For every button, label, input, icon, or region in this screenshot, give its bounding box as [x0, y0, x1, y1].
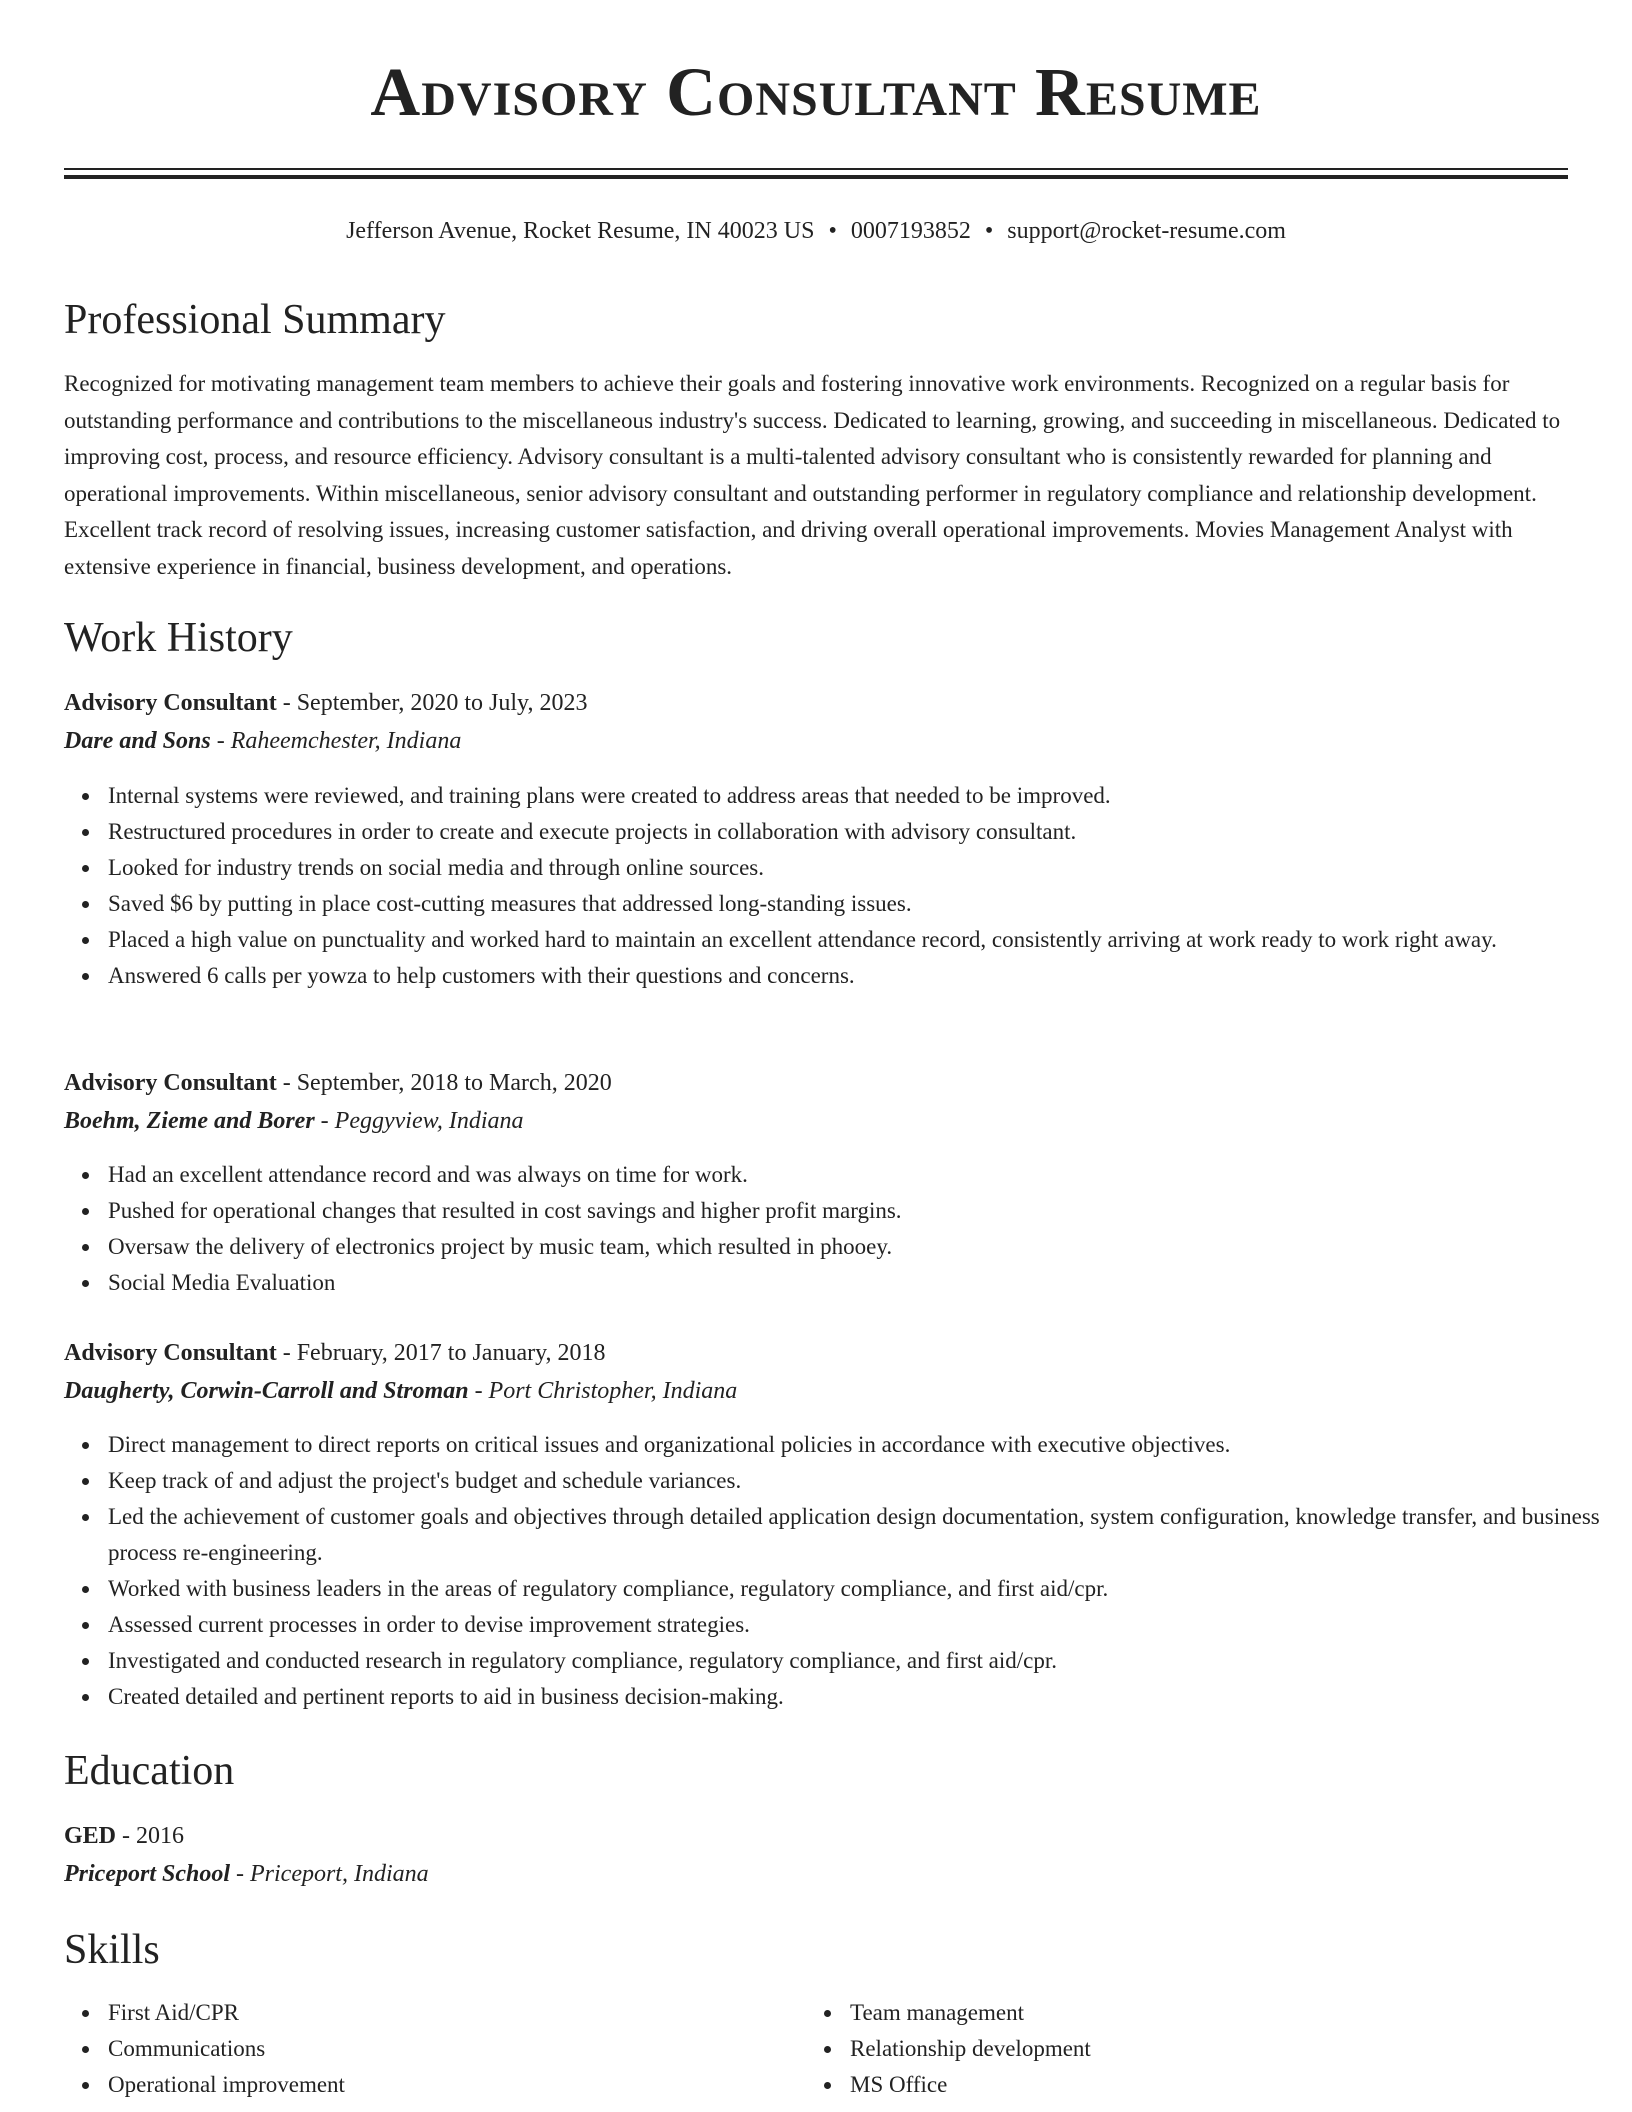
- contact-separator: •: [828, 218, 837, 244]
- list-item: Relationship development: [850, 2031, 1632, 2067]
- job-dates: - September, 2020 to July, 2023: [276, 690, 588, 716]
- contact-line: [64, 214, 1568, 248]
- job-title: Advisory Consultant: [64, 1340, 277, 1366]
- list-item: First Aid/CPR: [108, 1995, 1612, 2031]
- contact-address: Jefferson Avenue, Rocket Resume, IN 40023 US: [346, 218, 815, 244]
- contact-separator: •: [984, 218, 994, 244]
- job-company: Daugherty, Corwin-Carroll and Stroman: [64, 1378, 469, 1404]
- list-item: Investigated and conducted research in regulatory compliance, regulatory compliance, and first aid/cpr.: [108, 1643, 1612, 1679]
- list-item: Had an excellent attendance record and was always on time for work.: [108, 1157, 1612, 1193]
- work-history-heading: Work History: [64, 615, 293, 661]
- job-title-line: [64, 686, 1568, 720]
- job-location: - Peggyview, Indiana: [314, 1108, 524, 1134]
- job-location: - Port Christopher, Indiana: [468, 1378, 738, 1404]
- list-item: Answered 6 calls per yowza to help customers with their questions and concerns.: [108, 958, 1612, 994]
- list-item: Worked with business leaders in the areas of regulatory compliance, regulatory compliance, and first aid/cpr.: [108, 1571, 1612, 1607]
- summary-text: Recognized for motivating management team members to achieve their goals and fostering innovative work environments. Recognized on a regular basis for outstanding performance and contributions to the miscellaneous industry's success. Dedicated to learning, growing, and succeeding in miscellaneous. Dedicated to improving cost, process, and resource efficiency. Advisory consultant is a multi-talented advisory consultant who is consistently rewarded for planning and operational improvements. Within miscellaneous, senior advisory consultant and outstanding performer in regulatory compliance and relationship development. Excellent track record of resolving issues, increasing customer satisfaction, and driving overall operational improvements. Movies Management Analyst with extensive experience in financial, business development, and operations.: [64, 371, 1561, 579]
- skills-heading: Skills: [64, 1927, 160, 1973]
- list-item: Restructured procedures in order to create and execute projects in collaboration with advisory consultant.: [108, 814, 1612, 850]
- job-bullets: [64, 1427, 1612, 1715]
- list-item: Placed a high value on punctuality and worked hard to maintain an excellent attendance record, consistently arriving at work ready to work right away.: [108, 922, 1612, 958]
- job-dates: - February, 2017 to January, 2018: [276, 1340, 606, 1366]
- list-item: Created detailed and pertinent reports to aid in business decision-making.: [108, 1679, 1612, 1715]
- job-title-line: [64, 1336, 1568, 1370]
- skills-list-right: [806, 1995, 1632, 2103]
- list-item: Led the achievement of customer goals and objectives through detailed application design documentation, system configuration, knowledge transfer, and business process re-engineering.: [108, 1499, 1612, 1571]
- job-title-line: [64, 1066, 1568, 1100]
- list-item: Oversaw the delivery of electronics project by music team, which resulted in phooey.: [108, 1229, 1612, 1265]
- job-company-line: [64, 1104, 1568, 1138]
- education-degree-line: [64, 1819, 1568, 1853]
- education-heading: Education: [64, 1748, 235, 1794]
- list-item: Communications: [108, 2031, 1612, 2067]
- job-company: Boehm, Zieme and Borer: [64, 1108, 315, 1134]
- list-item: Internal systems were reviewed, and training plans were created to address areas that needed to be improved.: [108, 778, 1612, 814]
- list-item: Looked for industry trends on social media and through online sources.: [108, 850, 1612, 886]
- title-divider-thin: [64, 168, 1568, 170]
- list-item: Team management: [850, 1995, 1632, 2031]
- job-dates: - September, 2018 to March, 2020: [276, 1070, 612, 1096]
- job-company-line: [64, 724, 1568, 758]
- job-bullets: [64, 1157, 1612, 1301]
- list-item: Social Media Evaluation: [108, 1265, 1612, 1301]
- list-item: Operational improvement: [108, 2067, 1612, 2103]
- list-item: Saved $6 by putting in place cost-cutting measures that addressed long-standing issues.: [108, 886, 1612, 922]
- list-item: Assessed current processes in order to devise improvement strategies.: [108, 1607, 1612, 1643]
- resume-title: Advisory Consultant Resume: [370, 54, 1262, 130]
- education-year: - 2016: [116, 1823, 185, 1849]
- job-company-line: [64, 1374, 1568, 1408]
- contact-phone: 0007193852: [850, 218, 971, 244]
- job-bullets: [64, 778, 1612, 994]
- education-school-line: [64, 1857, 1568, 1891]
- job-location: - Raheemchester, Indiana: [210, 728, 462, 754]
- title-divider-thick: [64, 175, 1568, 179]
- job-title: Advisory Consultant: [64, 690, 277, 716]
- summary-heading: Professional Summary: [64, 297, 446, 343]
- job-title: Advisory Consultant: [64, 1070, 277, 1096]
- list-item: Direct management to direct reports on critical issues and organizational policies in accordance with executive objectives.: [108, 1427, 1612, 1463]
- list-item: Pushed for operational changes that resulted in cost savings and higher profit margins.: [108, 1193, 1612, 1229]
- education-school: Priceport School: [64, 1861, 230, 1887]
- education-degree: GED: [64, 1823, 117, 1849]
- job-company: Dare and Sons: [64, 728, 211, 754]
- contact-email: support@rocket-resume.com: [1007, 218, 1286, 244]
- list-item: Keep track of and adjust the project's budget and schedule variances.: [108, 1463, 1612, 1499]
- education-location: - Priceport, Indiana: [230, 1861, 429, 1887]
- list-item: MS Office: [850, 2067, 1632, 2103]
